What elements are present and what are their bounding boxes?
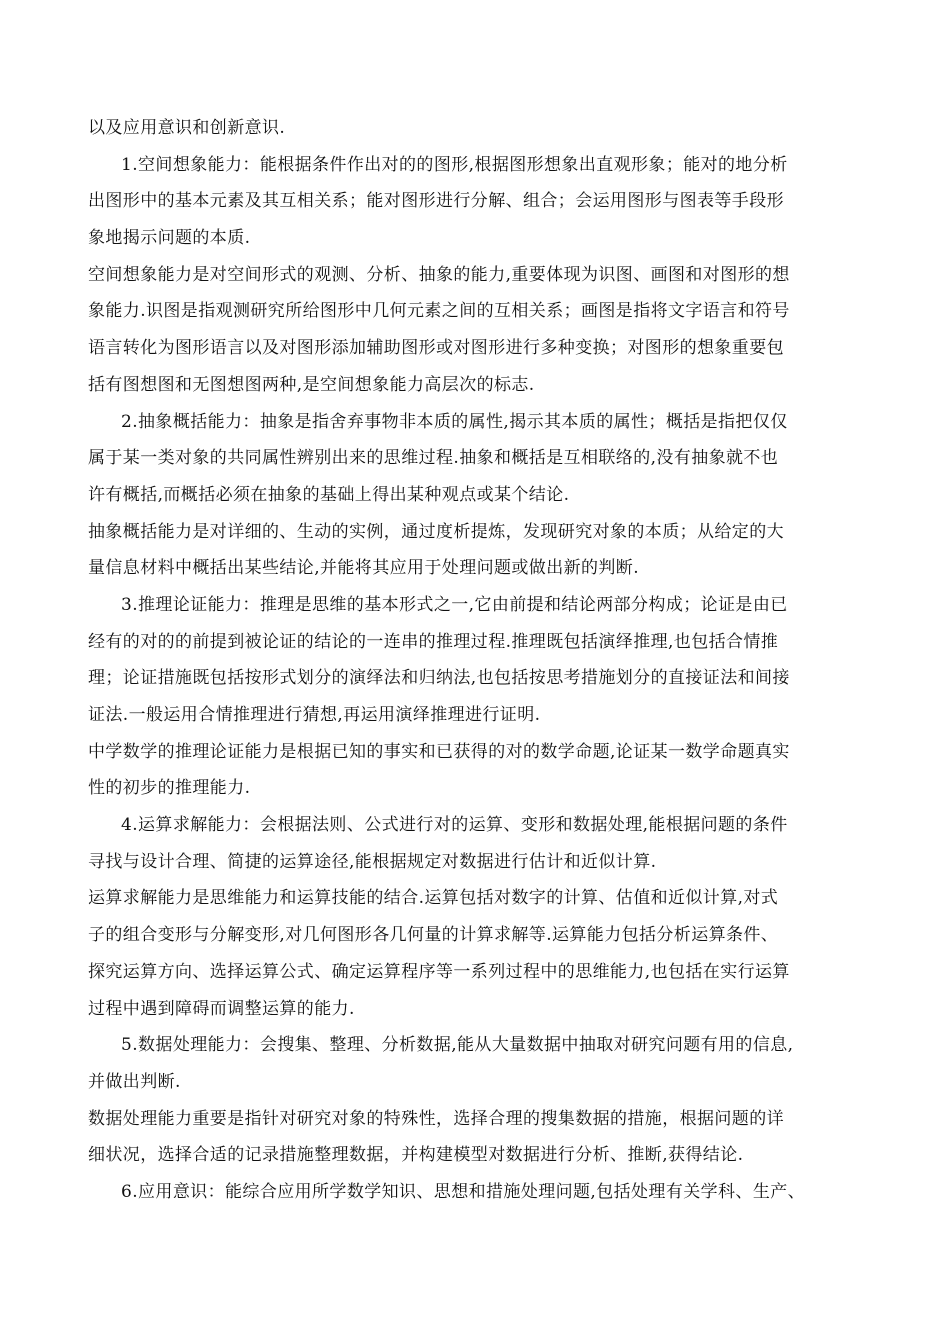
text-line: 运算求解能力是思维能力和运算技能的结合.运算包括对数字的计算、估值和近似计算,对式 bbox=[88, 888, 779, 909]
list-item-heading: 1.空间想象能力：能根据条件作出对的的图形,根据图形想象出直观形象；能对的地分析 bbox=[121, 154, 788, 175]
list-item-heading: 4.运算求解能力：会根据法则、公式进行对的运算、变形和数据处理,能根据问题的条件 bbox=[121, 815, 788, 836]
text-line: 并做出判断. bbox=[88, 1071, 181, 1092]
text-line: 出图形中的基本元素及其互相关系；能对图形进行分解、组合；会运用图形与图表等手段形 bbox=[88, 191, 784, 212]
text-line: 语言转化为图形语言以及对图形添加辅助图形或对图形进行多种变换；对图形的想象重要包 bbox=[88, 338, 784, 359]
list-item-heading: 3.推理论证能力：推理是思维的基本形式之一,它由前提和结论两部分构成；论证是由已 bbox=[121, 594, 788, 615]
text-line: 空间想象能力是对空间形式的观测、分析、抽象的能力,重要体现为识图、画图和对图形的想 bbox=[88, 264, 790, 285]
text-line: 象地揭示问题的本质. bbox=[88, 228, 251, 249]
text-line: 子的组合变形与分解变形,对几何图形各几何量的计算求解等.运算能力包括分析运算条件、 bbox=[88, 925, 779, 946]
text-line: 抽象概括能力是对详细的、生动的实例，通过度析提炼，发现研究对象的本质；从给定的大 bbox=[88, 521, 784, 542]
text-line: 量信息材料中概括出某些结论,并能将其应用于处理问题或做出新的判断. bbox=[88, 558, 640, 579]
text-line: 过程中遇到障碍而调整运算的能力. bbox=[88, 998, 355, 1019]
text-line: 性的初步的推理能力. bbox=[88, 778, 251, 799]
text-line: 许有概括,而概括必须在抽象的基础上得出某种观点或某个结论. bbox=[88, 484, 570, 505]
list-item-heading: 6.应用意识：能综合应用所学数学知识、思想和措施处理问题,包括处理有关学科、生产、 bbox=[121, 1181, 806, 1202]
text-line: 理；论证措施既包括按形式划分的演绎法和归纳法,也包括按思考措施划分的直接证法和间接 bbox=[88, 668, 790, 689]
text-line: 以及应用意识和创新意识. bbox=[88, 118, 286, 138]
text-line: 寻找与设计合理、简捷的运算途径,能根据规定对数据进行估计和近似计算. bbox=[88, 851, 657, 872]
document-page bbox=[88, 110, 860, 1211]
text-line: 证法.一般运用合情推理进行猜想,再运用演绎推理进行证明. bbox=[88, 705, 541, 725]
text-line: 中学数学的推理论证能力是根据已知的事实和已获得的对的数学命题,论证某一数学命题真实 bbox=[88, 741, 790, 762]
text-line: 括有图想图和无图想图两种,是空间想象能力高层次的标志. bbox=[88, 374, 535, 395]
text-line: 数据处理能力重要是指针对研究对象的特殊性，选择合理的搜集数据的措施，根据问题的详 bbox=[88, 1108, 784, 1129]
text-line: 象能力.识图是指观测研究所给图形中几何元素之间的互相关系；画图是指将文字语言和符号 bbox=[88, 301, 790, 322]
list-item-heading: 5.数据处理能力：会搜集、整理、分析数据,能从大量数据中抽取对研究问题有用的信息, bbox=[121, 1035, 794, 1056]
text-line: 探究运算方向、选择运算公式、确定运算程序等一系列过程中的思维能力,也包括在实行运算 bbox=[88, 961, 790, 982]
list-item-heading: 2.抽象概括能力：抽象是指舍弃事物非本质的属性,揭示其本质的属性；概括是指把仅仅 bbox=[121, 411, 788, 432]
text-line: 经有的对的的前提到被论证的结论的一连串的推理过程.推理既包括演绎推理,也包括合情推 bbox=[88, 631, 779, 652]
text-line: 细状况，选择合适的记录措施整理数据，并构建模型对数据进行分析、推断,获得结论. bbox=[88, 1145, 744, 1166]
text-line: 属于某一类对象的共同属性辨别出来的思维过程.抽象和概括是互相联络的,没有抽象就不也 bbox=[88, 448, 779, 469]
